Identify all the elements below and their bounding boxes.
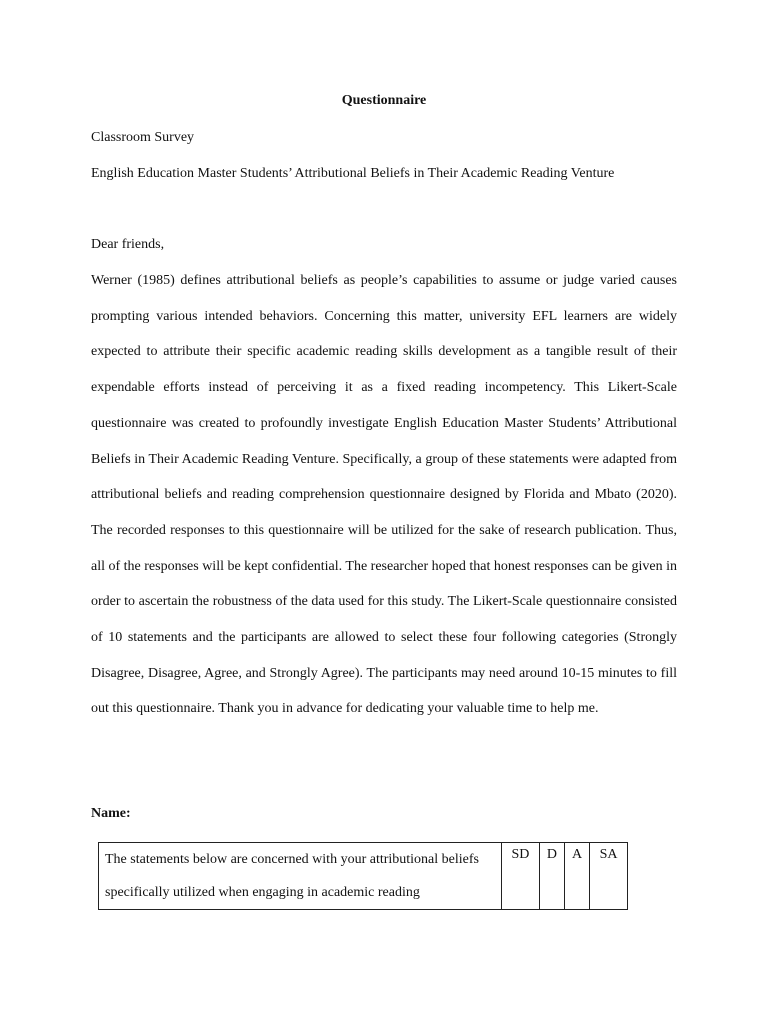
scale-a-header: A [564,843,589,910]
intro-paragraph: Werner (1985) defines attributional beliefs as people’s capabilities to assume or judge varied causes prompting various intended behaviors. Concerning this matter, university EFL learners are widely expected to attribute their specific academic reading skills development as a tangible result of their expendable efforts instead of perceiving it as a fixed reading incompetency. This Likert-Scale questionnaire was created to profoundly investigate English Education Master Students’ Attributional Beliefs in Their Academic Reading Venture. Specifically, a group of these statements were adapted from attributional beliefs and reading comprehension questionnaire designed by Florida and Mbato (2020). The recorded responses to this questionnaire will be utilized for the sake of research publication. Thus, all of the responses will be kept confidential. The researcher hoped that honest responses can be given in order to ascertain the robustness of the data used for this study. The Likert-Scale questionnaire consisted of 10 statements and the participants are allowed to select these four following categories (Strongly Disagree, Disagree, Agree, and Strongly Agree). The participants may need around 10-15 minutes to fill out this questionnaire. Thank you in advance for dedicating your valuable time to help me. [91,273,677,717]
greeting: Dear friends, [91,237,165,252]
page-title: Questionnaire [341,93,427,108]
study-title: English Education Master Students’ Attributional Beliefs in Their Academic Reading Venture [91,166,615,181]
table-header-row [99,843,628,910]
subtitle: Classroom Survey [91,130,195,145]
scale-sa-header: SA [590,843,628,910]
survey-table [98,842,628,910]
scale-d-header: D [539,843,564,910]
name-label: Name: [91,806,131,821]
statement-header: The statements below are concerned with your attributional beliefs specifically utilized when engaging in academic reading [99,843,502,910]
scale-sd-header: SD [502,843,540,910]
